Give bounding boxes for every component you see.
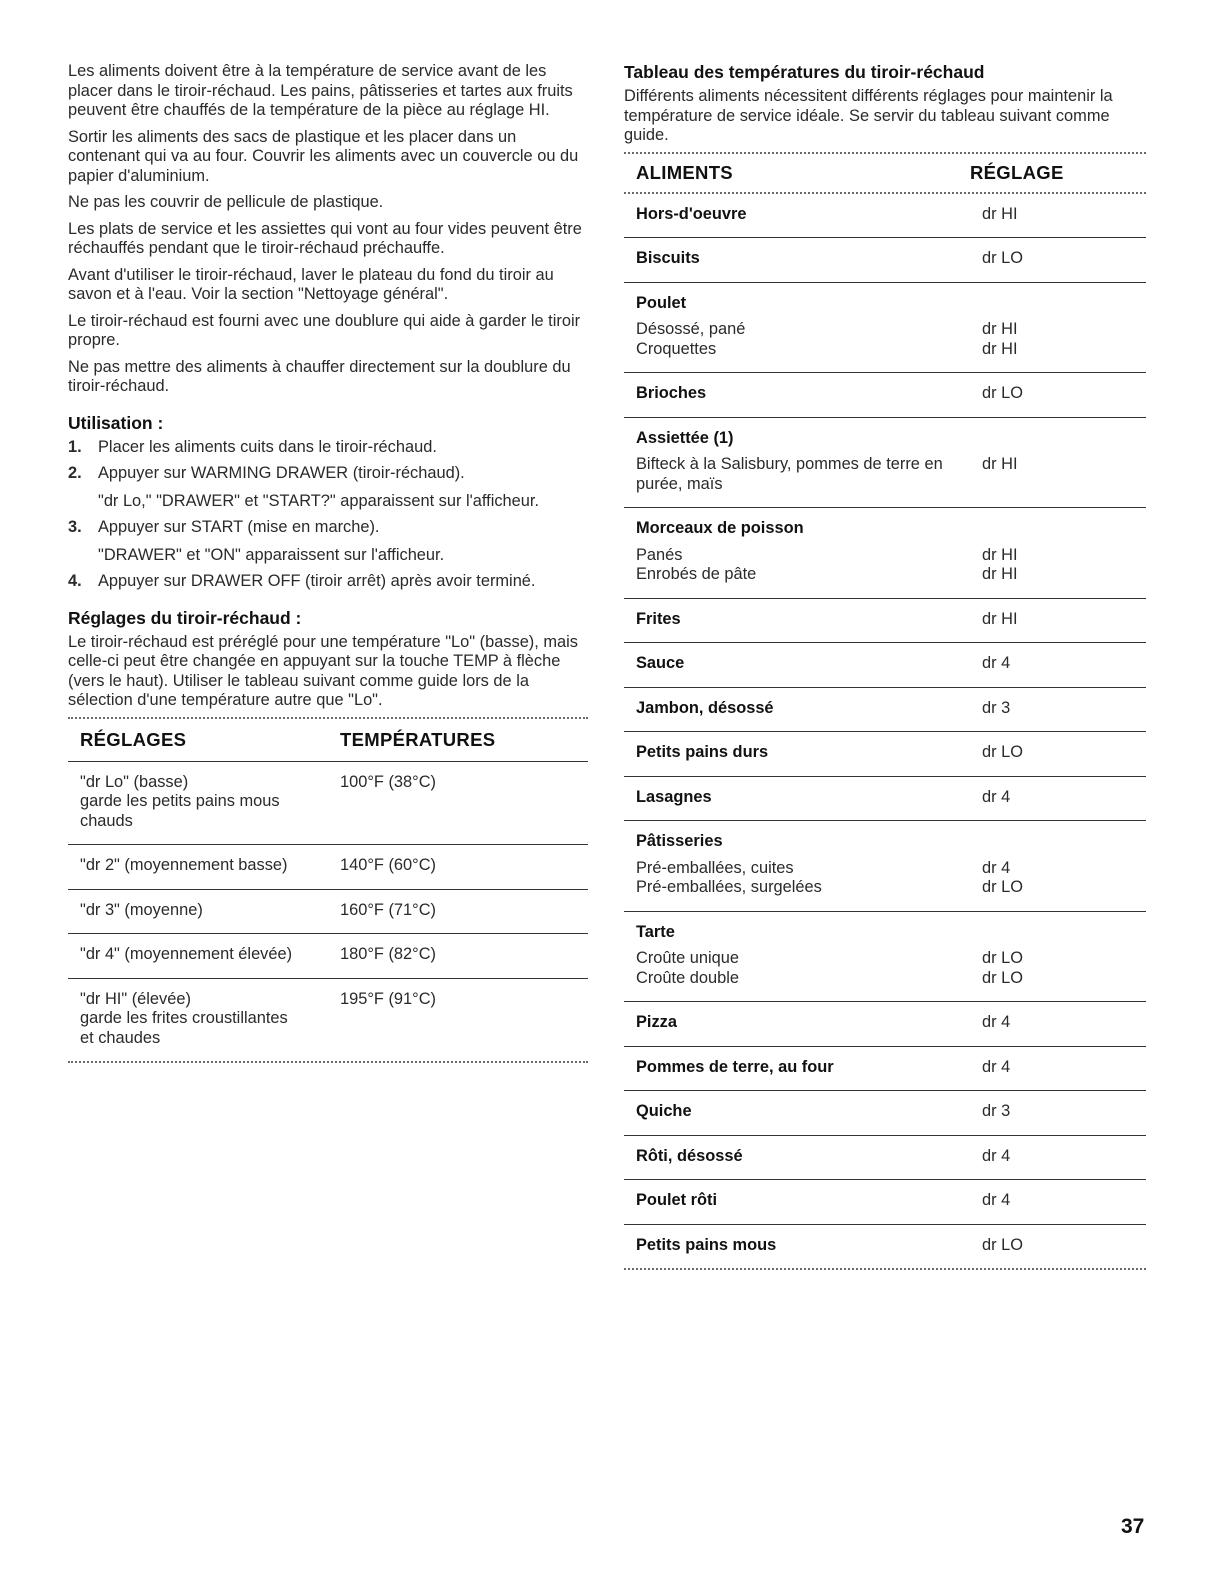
step-number: 3. — [68, 518, 82, 536]
settings-table-header — [68, 719, 588, 761]
setting-name: "dr Lo" (basse) — [80, 772, 189, 791]
intro-paragraph: Ne pas mettre des aliments à chauffer directement sur la doublure du tiroir-réchaud. — [68, 357, 571, 395]
intro-paragraph: Le tiroir-réchaud est fourni avec une doublure qui aide à garder le tiroir propre. — [68, 311, 581, 349]
settings-heading: Réglages du tiroir-réchaud : — [68, 607, 302, 628]
food-table-row — [624, 508, 1146, 599]
food-name: Morceaux de poisson — [636, 519, 804, 537]
food-table-row — [624, 1091, 1146, 1136]
settings-table-row — [68, 978, 588, 1061]
intro-paragraph: Les aliments doivent être à la température de service avant de les placer dans le tiroir-réchaud. Les pains, pâtisseries et tartes aux fruits peuvent être chauffés de la température de la pièce au réglage HI. — [68, 62, 573, 119]
step-text: Placer les aliments cuits dans le tiroir-réchaud. — [98, 437, 437, 456]
food-table — [624, 194, 1146, 1269]
food-subitem-value: dr HI — [982, 545, 1018, 564]
food-value: dr LO — [982, 238, 1146, 283]
food-table-row — [624, 1002, 1146, 1047]
setting-name: "dr HI" (élevée) — [80, 989, 191, 1008]
food-table-row — [624, 598, 1146, 643]
table-bottom-rule — [68, 1061, 588, 1063]
step-item — [68, 464, 588, 511]
food-table-row — [624, 821, 1146, 912]
food-subitem: Croquettes — [636, 339, 717, 358]
food-table-row — [624, 687, 1146, 732]
food-subitem-value: dr HI — [982, 320, 1018, 338]
setting-name: "dr 3" (moyenne) — [80, 900, 203, 919]
food-table-row — [624, 1224, 1146, 1268]
food-value: dr 4 — [982, 776, 1146, 821]
food-name: Rôti, désossé — [636, 1146, 743, 1165]
food-subitem-value: dr HI — [982, 455, 1018, 473]
food-value: dr LO — [982, 1235, 1023, 1254]
temperature-value: 100°F (38°C) — [340, 762, 588, 845]
setting-note: garde les frites croustillantes — [80, 1009, 288, 1027]
food-name: Pâtisseries — [636, 832, 723, 850]
food-value: dr 4 — [982, 1002, 1146, 1047]
col-header-reglage: RÉGLAGE — [970, 161, 1064, 183]
step-note: "dr Lo," "DRAWER" et "START?" apparaissent sur l'afficheur. — [98, 491, 539, 510]
settings-intro: Le tiroir-réchaud est préréglé pour une température "Lo" (basse), mais celle-ci peut être changée en appuyant sur la touche TEMP à flèche (vers le haut). Utiliser le tableau suivant comme guide lors de la sélection d'une température autre que "Lo". — [68, 632, 578, 709]
settings-table-row — [68, 845, 588, 890]
food-name: Quiche — [636, 1102, 692, 1120]
food-table-row — [624, 1135, 1146, 1180]
food-table-row — [624, 776, 1146, 821]
col-header-aliments: ALIMENTS — [636, 161, 733, 183]
food-table-row — [624, 1046, 1146, 1091]
food-name: Biscuits — [636, 249, 700, 267]
food-subitem: Croûte double — [636, 968, 739, 987]
food-table-row — [624, 417, 1146, 508]
food-value: dr 4 — [982, 643, 1146, 688]
food-subitem-value: dr 4 — [982, 858, 1011, 877]
use-heading: Utilisation : — [68, 412, 164, 433]
food-value: dr 4 — [982, 1046, 1146, 1091]
settings-table — [68, 762, 588, 1062]
food-subitem: Pré-emballées, surgelées — [636, 878, 822, 896]
food-subitem: Pré-emballées, cuites — [636, 858, 794, 877]
food-name: Assiettée (1) — [636, 428, 734, 447]
food-table-row — [624, 643, 1146, 688]
step-item — [68, 438, 588, 458]
food-table-heading: Tableau des températures du tiroir-réchaud — [624, 62, 985, 82]
food-name: Tarte — [636, 922, 675, 941]
food-table-row — [624, 732, 1146, 777]
step-item — [68, 572, 588, 592]
food-table-row — [624, 194, 1146, 238]
food-name: Petits pains mous — [636, 1235, 777, 1254]
settings-table-row — [68, 934, 588, 979]
intro-paragraph: Sortir les aliments des sacs de plastique et les placer dans un contenant qui va au four. Couvrir les aliments avec un couvercle ou du papier d'aluminium. — [68, 127, 579, 185]
step-note: "DRAWER" et "ON" apparaissent sur l'afficheur. — [98, 545, 445, 564]
temperature-value: 180°F (82°C) — [340, 934, 588, 979]
intro-paragraph: Les plats de service et les assiettes qui vont au four vides peuvent être réchauffés pendant que le tiroir-réchaud préchauffe. — [68, 219, 582, 257]
food-table-row — [624, 373, 1146, 418]
setting-name: "dr 2" (moyennement basse) — [80, 856, 288, 874]
food-name: Frites — [636, 609, 681, 628]
setting-note: chauds — [80, 811, 133, 830]
food-name: Pommes de terre, au four — [636, 1057, 834, 1076]
temperature-value: 195°F (91°C) — [340, 989, 437, 1008]
intro-paragraphs — [68, 62, 588, 397]
food-value: dr LO — [982, 732, 1146, 777]
intro-paragraph: Ne pas les couvrir de pellicule de plastique. — [68, 193, 384, 211]
food-subitem: Panés — [636, 545, 683, 564]
left-column — [68, 62, 588, 1063]
step-number: 1. — [68, 437, 82, 456]
food-table-row — [624, 911, 1146, 1002]
food-table-row — [624, 1180, 1146, 1225]
food-name: Jambon, désossé — [636, 698, 774, 717]
temperature-value: 140°F (60°C) — [340, 845, 588, 890]
food-value: dr HI — [982, 194, 1146, 238]
step-text: Appuyer sur WARMING DRAWER (tiroir-réchaud). — [98, 464, 465, 482]
food-subitem: Croûte unique — [636, 949, 739, 967]
food-value: dr 4 — [982, 1135, 1146, 1180]
food-name: Petits pains durs — [636, 743, 769, 761]
use-steps-list — [68, 438, 588, 592]
food-value: dr 3 — [982, 1091, 1146, 1136]
col-header-reglages: RÉGLAGES — [80, 728, 187, 750]
food-subitem: Désossé, pané — [636, 320, 746, 338]
food-name: Sauce — [636, 654, 685, 672]
food-subitem-value: dr LO — [982, 878, 1023, 896]
step-item — [68, 518, 588, 565]
food-value: dr LO — [982, 373, 1146, 418]
food-name: Poulet — [636, 293, 687, 312]
food-name: Lasagnes — [636, 787, 712, 806]
food-name: Poulet rôti — [636, 1191, 718, 1209]
step-number: 2. — [68, 464, 82, 482]
food-table-header — [624, 154, 1146, 192]
settings-table-row — [68, 889, 588, 934]
right-column — [624, 62, 1146, 1270]
step-text: Appuyer sur START (mise en marche). — [98, 518, 380, 536]
settings-table-row — [68, 762, 588, 845]
food-name: Hors-d'oeuvre — [636, 204, 747, 223]
food-table-intro: Différents aliments nécessitent différents réglages pour maintenir la température de service idéale. Se servir du tableau suivant comme guide. — [624, 87, 1113, 144]
step-number: 4. — [68, 572, 82, 590]
temperature-value: 160°F (71°C) — [340, 889, 588, 934]
food-name: Brioches — [636, 384, 707, 402]
step-text: Appuyer sur DRAWER OFF (tiroir arrêt) après avoir terminé. — [98, 572, 536, 590]
food-value: dr 4 — [982, 1180, 1146, 1225]
food-table-bottom-rule — [624, 1268, 1146, 1270]
food-value: dr HI — [982, 598, 1146, 643]
food-value: dr 3 — [982, 687, 1146, 732]
setting-note: et chaudes — [80, 1028, 161, 1047]
food-subitem-value: dr LO — [982, 949, 1023, 967]
food-subitem-value: dr HI — [982, 565, 1018, 583]
food-subitem-value: dr HI — [982, 339, 1018, 358]
intro-paragraph: Avant d'utiliser le tiroir-réchaud, laver le plateau du fond du tiroir au savon et à l'eau. Voir la section "Nettoyage général". — [68, 265, 554, 303]
food-subitem-value: dr LO — [982, 968, 1023, 987]
setting-note: garde les petits pains mous — [80, 792, 280, 810]
food-table-row — [624, 282, 1146, 373]
col-header-temperatures: TEMPÉRATURES — [340, 728, 496, 750]
page-number: 37 — [1121, 1515, 1145, 1538]
food-subitem: Bifteck à la Salisbury, pommes de terre en purée, maïs — [636, 455, 943, 493]
setting-name: "dr 4" (moyennement élevée) — [80, 945, 293, 963]
food-name: Pizza — [636, 1013, 677, 1031]
food-subitem: Enrobés de pâte — [636, 565, 757, 583]
food-table-row — [624, 238, 1146, 283]
